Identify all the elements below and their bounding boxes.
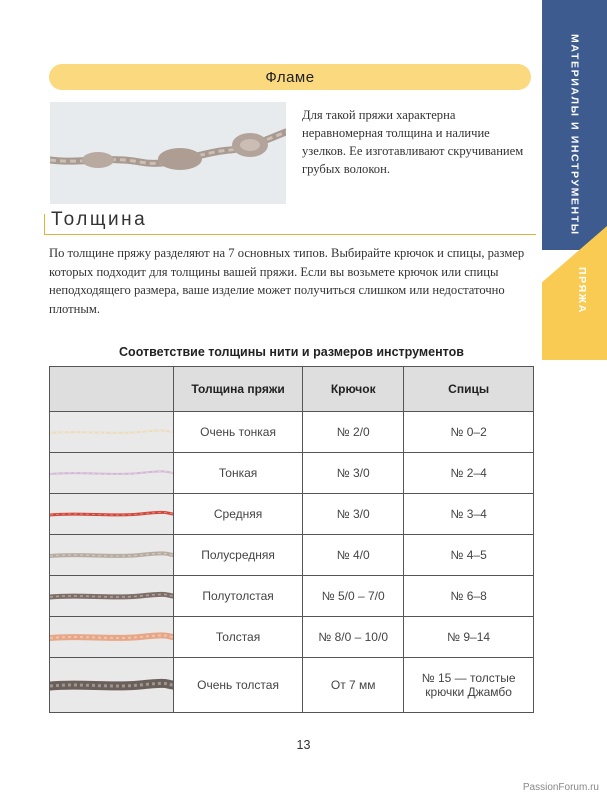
yarn-strand-icon	[50, 494, 173, 534]
yarn-size-table	[49, 366, 534, 713]
table-row	[50, 535, 534, 576]
yarn-swatch	[50, 412, 174, 453]
cell-thickness: Полусредняя	[174, 535, 303, 576]
table-row	[50, 617, 534, 658]
cell-hook: № 8/0 – 10/0	[303, 617, 404, 658]
flame-yarn-illustration	[50, 102, 286, 204]
cell-needles: № 4–5	[404, 535, 534, 576]
cell-thickness: Средняя	[174, 494, 303, 535]
header-thickness: Толщина пряжи	[174, 367, 303, 412]
cell-needles: № 9–14	[404, 617, 534, 658]
thickness-paragraph: По толщине пряжу разделяют на 7 основных типов. Выбирайте крючок и спицы, размер которых подходит для толщины вашей пряжи. Если вы возьмете крючок или спицы неподходящего размера, ваше изделие может получиться слишком или недостаточно плотным.	[49, 246, 525, 316]
yarn-strand-icon	[50, 412, 173, 452]
table-header-row	[50, 367, 534, 412]
table-row	[50, 658, 534, 713]
header-hook: Крючок	[303, 367, 404, 412]
yarn-swatch	[50, 494, 174, 535]
cell-thickness: Полутолстая	[174, 576, 303, 617]
table-caption: Соответствие толщины нити и размеров инструментов	[119, 345, 464, 359]
yarn-strand-icon	[50, 658, 173, 712]
cell-needles: № 3–4	[404, 494, 534, 535]
cell-hook: № 3/0	[303, 453, 404, 494]
yarn-strand-icon	[50, 617, 173, 657]
cell-thickness: Толстая	[174, 617, 303, 658]
section-title-tick	[44, 214, 45, 235]
cell-needles: № 2–4	[404, 453, 534, 494]
page-number: 13	[296, 738, 311, 752]
cell-hook: № 5/0 – 7/0	[303, 576, 404, 617]
yarn-strand-icon	[50, 453, 173, 493]
cell-thickness: Тонкая	[174, 453, 303, 494]
yarn-swatch	[50, 453, 174, 494]
yarn-strand-icon	[50, 576, 173, 616]
yarn-strand-icon	[50, 535, 173, 575]
side-tab-subsection-label-wrap	[568, 262, 596, 318]
cell-hook: № 4/0	[303, 535, 404, 576]
yarn-swatch	[50, 658, 174, 713]
header-swatch	[50, 367, 174, 412]
side-tab-section-label: МАТЕРИАЛЫ И ИНСТРУМЕНТЫ	[568, 34, 581, 236]
flame-banner-label: Фламе	[265, 68, 315, 86]
section-title: Толщина	[51, 209, 148, 230]
cell-thickness: Очень тонкая	[174, 412, 303, 453]
yarn-swatch	[50, 535, 174, 576]
table-row	[50, 412, 534, 453]
cell-needles: № 15 — толстые крючки Джамбо	[404, 658, 534, 713]
cell-hook: От 7 мм	[303, 658, 404, 713]
watermark: PassionForum.ru	[522, 782, 599, 793]
flame-description: Для такой пряжи характерна неравномерная толщина и наличие узелков. Ее изготавливают скручиванием грубых волокон.	[302, 108, 524, 176]
table-row	[50, 453, 534, 494]
yarn-swatch	[50, 576, 174, 617]
side-tab-subsection-label: ПРЯЖА	[576, 266, 588, 314]
cell-hook: № 3/0	[303, 494, 404, 535]
side-tab-section-label-wrap	[542, 30, 607, 240]
header-needles: Спицы	[404, 367, 534, 412]
cell-needles: № 0–2	[404, 412, 534, 453]
cell-thickness: Очень толстая	[174, 658, 303, 713]
flame-yarn-photo	[50, 102, 286, 204]
cell-hook: № 2/0	[303, 412, 404, 453]
table-row	[50, 576, 534, 617]
yarn-swatch	[50, 617, 174, 658]
table-row	[50, 494, 534, 535]
cell-needles: № 6–8	[404, 576, 534, 617]
section-title-underline	[44, 234, 536, 235]
flame-banner	[49, 64, 531, 90]
